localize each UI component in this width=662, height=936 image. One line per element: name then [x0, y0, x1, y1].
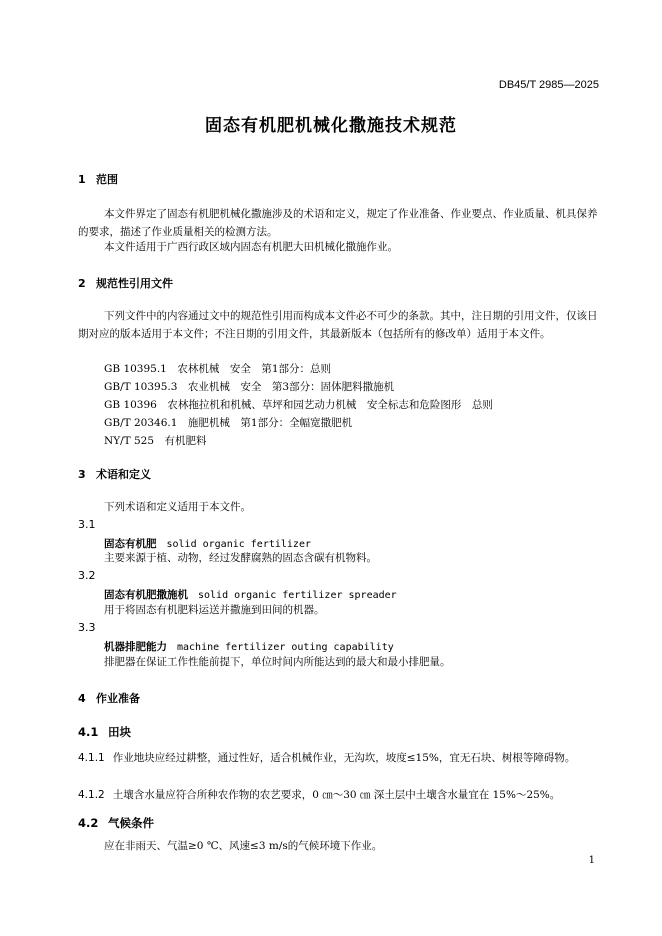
term-chinese: 固态有机肥撒施机	[104, 589, 188, 601]
subsection-number: 4.2	[78, 816, 99, 830]
term-number: 3.1	[78, 518, 96, 531]
reference-item: GB 10396 农林拖拉机和机械、草坪和园艺动力机械 安全标志和危险图形 总则	[104, 399, 493, 411]
section-2-paragraph-1: 下列文件中的内容通过文中的规范性引用而构成本文件必不可少的条款。其中，注日期的引用文件，仅该日期对应的版本适用于本文件；不注日期的引用文件，其最新版本（包括所有的修改单）适用于本文件。	[78, 310, 598, 340]
term-chinese: 机器排肥能力	[104, 641, 167, 653]
clause-4-1-2	[78, 786, 604, 804]
section-number: 2	[78, 277, 86, 290]
section-3-heading	[78, 466, 151, 482]
section-title: 规范性引用文件	[96, 277, 173, 290]
term-definition: 排肥器在保证工作性能前提下，单位时间内所能达到的最大和最小排肥量。	[104, 656, 451, 668]
term-english: solid organic fertilizer	[166, 539, 311, 550]
section-number: 3	[78, 468, 86, 481]
reference-item: GB 10395.1 农林机械 安全 第1部分：总则	[104, 363, 332, 375]
section-title: 作业准备	[96, 692, 140, 705]
subsection-4-2-heading	[78, 815, 154, 831]
clause-text: 土壤含水量应符合所种农作物的农艺要求，0 ㎝～30 ㎝ 深土层中土壤含水量宜在 15%～25%。	[112, 789, 561, 801]
subsection-4-1-heading	[78, 724, 131, 740]
reference-item: NY/T 525 有机肥料	[104, 435, 207, 447]
clause-number: 4.1.1	[78, 752, 105, 764]
section-title: 范围	[96, 173, 118, 186]
term-english: solid organic fertilizer spreader	[198, 590, 397, 601]
subsection-4-2-paragraph: 应在非雨天、气温≥0 ℃、风速≤3 m/s的气候环境下作业。	[104, 840, 383, 852]
section-1-paragraph-1: 本文件界定了固态有机肥机械化撒施涉及的术语和定义，规定了作业准备、作业要点、作业质量、机具保养的要求，描述了作业质量相关的检测方法。	[78, 208, 598, 238]
reference-item: GB/T 10395.3 农业机械 安全 第3部分：固体肥料撒施机	[104, 381, 395, 393]
section-3-paragraph-1: 下列术语和定义适用于本文件。	[104, 501, 251, 513]
clause-4-1-1	[78, 749, 604, 767]
document-title: 固态有机肥机械化撒施技术规范	[205, 116, 457, 136]
subsection-title: 田块	[108, 725, 131, 739]
term-definition: 主要来源于植、动物，经过发酵腐熟的固态含碳有机物料。	[104, 552, 377, 564]
term-heading	[104, 587, 397, 602]
subsection-title: 气候条件	[108, 816, 154, 830]
page-number: 1	[588, 855, 595, 866]
document-code: DB45/T 2985—2025	[498, 79, 599, 91]
term-chinese: 固态有机肥	[104, 538, 157, 550]
term-heading	[104, 639, 394, 654]
section-number: 1	[78, 173, 86, 186]
term-number: 3.2	[78, 569, 96, 582]
term-definition: 用于将固态有机肥料运送并撒施到田间的机器。	[104, 604, 325, 616]
clause-text: 作业地块应经过耕整，通过性好，适合机械作业，无沟坎，坡度≤15%，宜无石块、树根等障碍物。	[112, 752, 576, 764]
clause-number: 4.1.2	[78, 789, 105, 801]
section-1-paragraph-2: 本文件适用于广西行政区域内固态有机肥大田机械化撒施作业。	[104, 241, 398, 253]
section-1-heading	[78, 171, 118, 187]
section-title: 术语和定义	[96, 468, 151, 481]
section-number: 4	[78, 692, 86, 705]
subsection-number: 4.1	[78, 725, 99, 739]
reference-item: GB/T 20346.1 施肥机械 第1部分：全幅宽撒肥机	[104, 417, 353, 429]
term-english: machine fertilizer outing capability	[177, 642, 394, 653]
section-2-heading	[78, 275, 173, 291]
term-number: 3.3	[78, 621, 96, 634]
section-4-heading	[78, 690, 140, 706]
